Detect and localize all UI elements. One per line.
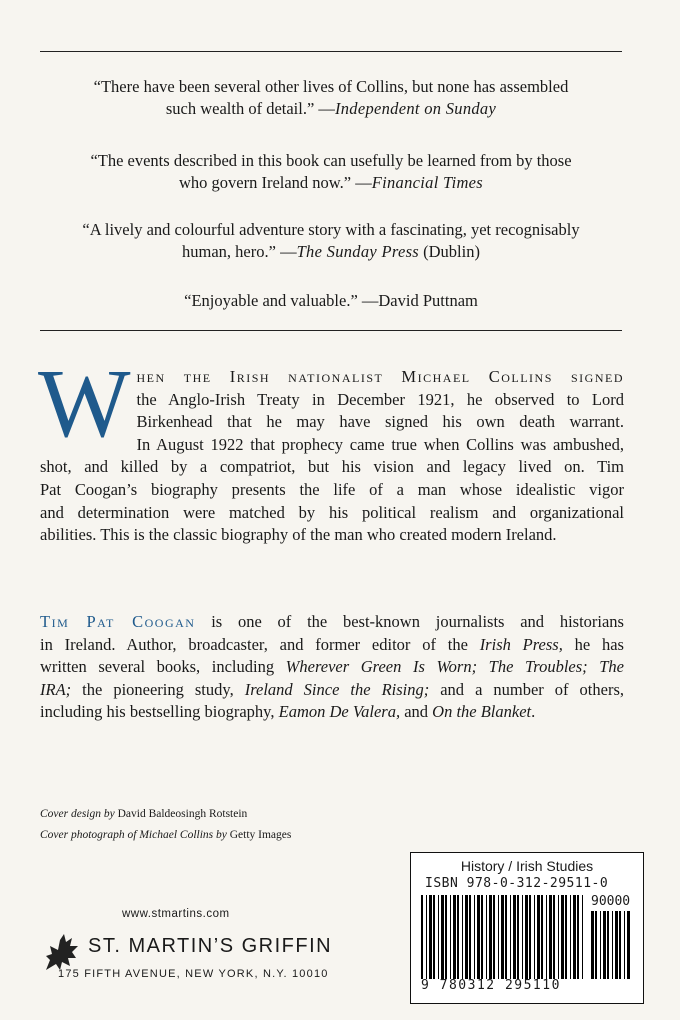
bio-title: IRA; xyxy=(40,679,72,699)
bio-text: . xyxy=(531,702,536,722)
drop-cap: W xyxy=(38,350,131,458)
review-quote-3 xyxy=(40,219,622,263)
description-line: and determination were matched by his political realism and organizational xyxy=(40,502,624,522)
barcode-bars xyxy=(421,895,587,979)
quote-source: Independent on Sunday xyxy=(334,99,497,118)
credit-name: Getty Images xyxy=(226,829,292,841)
bio-title: Eamon De Valera, xyxy=(278,702,401,722)
bio-title: On the Blanket xyxy=(432,702,532,722)
cover-photo-credit xyxy=(40,825,291,846)
review-quote-1 xyxy=(40,76,622,120)
subject-category: History / Irish Studies xyxy=(460,858,594,874)
bio-text: and a number of others, xyxy=(429,679,624,699)
quote-text: such wealth of detail.” — xyxy=(165,99,335,118)
bio-text: the pioneering study, xyxy=(71,679,245,699)
description-line: Pat Coogan’s biography presents the life of a man whose idealistic vigor xyxy=(40,479,624,499)
publisher-url[interactable]: www.stmartins.com xyxy=(122,908,230,920)
description-line: hen the Irish nationalist Michael Collins signed xyxy=(136,367,624,386)
price-code: 90000 xyxy=(591,894,631,909)
top-rule xyxy=(40,51,622,52)
barcode-box xyxy=(410,852,644,1004)
bio-title: Ireland Since the Rising; xyxy=(244,679,430,699)
description-line: In August 1922 that prophecy came true when Collins was ambushed, xyxy=(136,434,624,454)
description-line: abilities. This is the classic biography of the man who created modern Ireland. xyxy=(40,525,557,545)
quote-text: who govern Ireland now.” — xyxy=(178,173,372,192)
ean-number: 9 780312 295110 xyxy=(421,978,561,993)
quote-text: “The events described in this book can usefully be learned from by those xyxy=(90,151,572,170)
cover-credits xyxy=(40,804,291,846)
quote-source: Financial Times xyxy=(371,173,484,192)
bio-title: Irish Press, xyxy=(479,634,563,654)
author-name: Tim Pat Coogan xyxy=(40,612,196,631)
cover-design-credit xyxy=(40,804,291,825)
quote-tail: (Dublin) xyxy=(419,242,480,261)
book-description xyxy=(38,350,624,547)
review-quote-2 xyxy=(40,150,622,194)
quote-text: “There have been several other lives of Collins, but none has assembled xyxy=(93,77,569,96)
author-bio xyxy=(40,611,624,724)
price-barcode-bars xyxy=(591,911,633,979)
description-line: the Anglo-Irish Treaty in December 1921, he observed to Lord xyxy=(136,389,624,409)
bio-text: including his bestselling biography, xyxy=(40,702,279,722)
quote-text: “Enjoyable and valuable.” —David Puttnam xyxy=(184,291,478,310)
review-quote-4 xyxy=(40,290,622,312)
publisher-name: ST. MARTIN’S GRIFFIN xyxy=(88,935,333,957)
publisher-address: 175 FIFTH AVENUE, NEW YORK, N.Y. 10010 xyxy=(58,968,329,980)
quote-source: The Sunday Press xyxy=(296,242,420,261)
bio-title: Wherever Green Is Worn; The Troubles; The xyxy=(285,657,624,677)
quote-text: human, hero.” — xyxy=(182,242,297,261)
bio-text: and xyxy=(400,702,433,722)
mid-rule xyxy=(40,330,622,331)
credit-label: Cover design by xyxy=(40,808,115,820)
description-line: shot, and killed by a compatriot, but his vision and legacy lived on. Tim xyxy=(40,457,624,477)
isbn-text: ISBN 978-0-312-29511-0 xyxy=(425,876,609,891)
description-line: Birkenhead that he may have signed his own death warrant. xyxy=(136,412,624,432)
bio-text: in Ireland. Author, broadcaster, and former editor of the xyxy=(40,634,480,654)
quote-text: “A lively and colourful adventure story with a fascinating, yet recognisably xyxy=(82,220,580,239)
credit-label: Cover photograph of Michael Collins by xyxy=(40,829,227,841)
bio-text: written several books, including xyxy=(40,657,286,677)
credit-name: David Baldeosingh Rotstein xyxy=(114,808,248,820)
bio-text: is one of the best-known journalists and historians xyxy=(195,612,624,631)
bio-text: he has xyxy=(562,634,624,654)
